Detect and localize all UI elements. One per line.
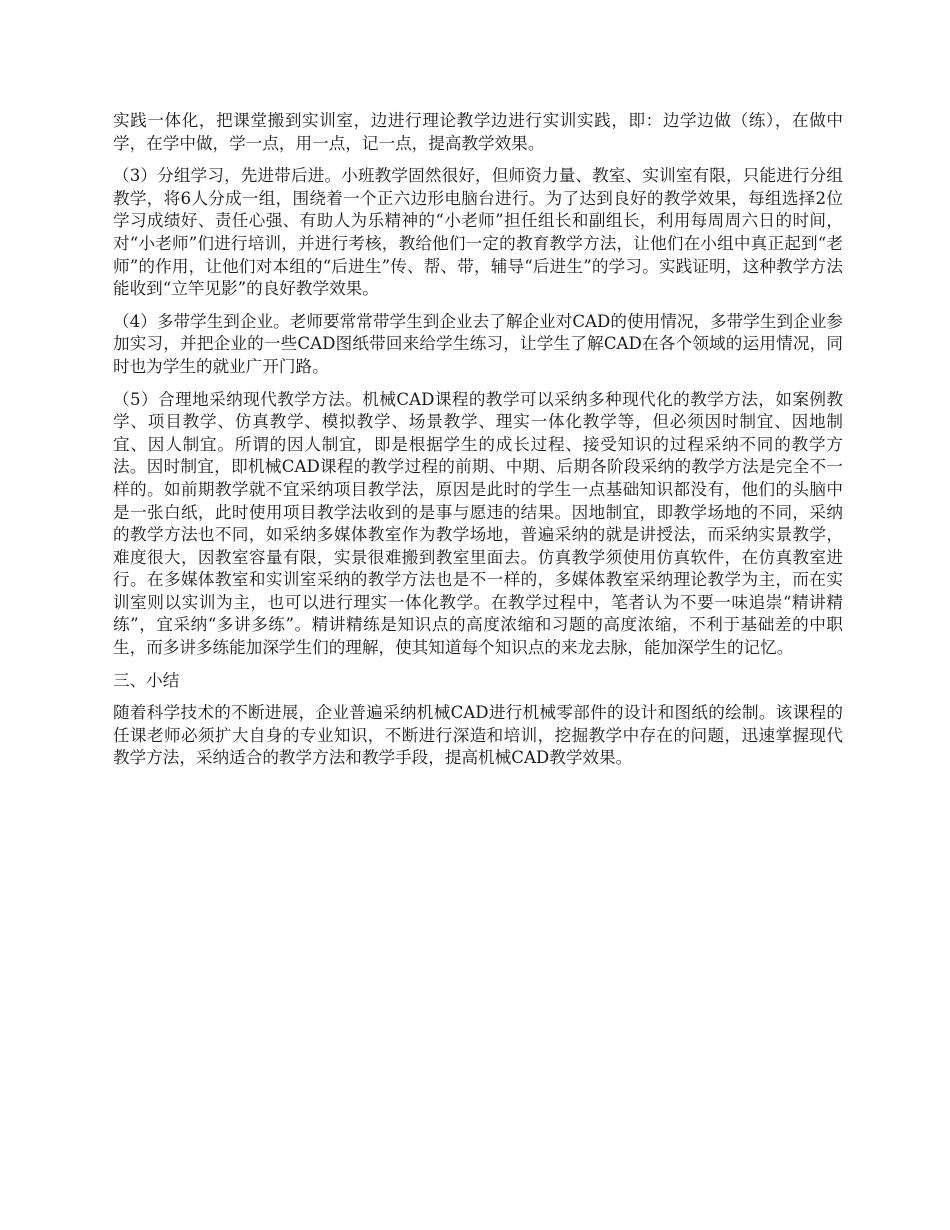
paragraph-practice-integration: 实践一体化，把课堂搬到实训室，边进行理论教学边进行实训实践，即：边学边做（练），在做中学，在学中做，学一点，用一点，记一点，提高教学效果。 [113, 111, 843, 153]
paragraph-enterprise-visits: （4）多带学生到企业。老师要常常带学生到企业去了解企业对CAD的使用情况，多带学生到企业参加实习，并把企业的一些CAD图纸带回来给学生练习，让学生了解CAD在各个领域的运用情况，同时也为学生的就业广开门路。 [113, 311, 843, 376]
document-page [113, 110, 843, 780]
section-heading-summary: 三、小结 [113, 670, 180, 690]
paragraph-conclusion: 随着科学技术的不断进展，企业普遍采纳机械CAD进行机械零部件的设计和图纸的绘制。该课程的任课老师必须扩大自身的专业知识，不断进行深造和培训，挖掘教学中存在的问题，迅速掌握现代教学方法，采纳适合的教学方法和教学手段，提高机械CAD教学效果。 [113, 703, 843, 768]
paragraph-modern-methods: （5）合理地采纳现代教学方法。机械CAD课程的教学可以采纳多种现代化的教学方法，如案例教学、项目教学、仿真教学、模拟教学、场景教学、理实一体化教学等，但必须因时制宜、因地制宜、因人制宜。所谓的因人制宜，即是根据学生的成长过程、接受知识的过程采纳不同的教学方法。因时制宜，即机械CAD课程的教学过程的前期、中期、后期各阶段采纳的教学方法是完全不一样的。如前期教学就不宜采纳项目教学法，原因是此时的学生一点基础知识都没有，他们的头脑中是一张白纸，此时使用项目教学法收到的是事与愿违的结果。因地制宜，即教学场地的不同，采纳的教学方法也不同，如采纳多媒体教室作为教学场地，普遍采纳的就是讲授法，而采纳实景教学，难度很大，因教室容量有限，实景很难搬到教室里面去。仿真教学须使用仿真软件，在仿真教室进行。在多媒体教室和实训室采纳的教学方法也是不一样的，多媒体教室采纳理论教学为主，而在实训室则以实训为主，也可以进行理实一体化教学。在教学过程中，笔者认为不要一味追崇“精讲精练”，宜采纳“多讲多练”。精讲精练是知识点的高度浓缩和习题的高度浓缩，不利于基础差的中职生，而多讲多练能加深学生们的理解，使其知道每个知识点的来龙去脉，能加深学生的记忆。 [113, 389, 843, 658]
paragraph-group-learning: （3）分组学习，先进带后进。小班教学固然很好，但师资力量、教室、实训室有限，只能进行分组教学，将6人分成一组，围绕着一个正六边形电脑台进行。为了达到良好的教学效果，每组选择2位学习成绩好、责任心强、有助人为乐精神的“小老师”担任组长和副组长，利用每周周六日的时间，对“小老师”们进行培训，并进行考核，教给他们一定的教育教学方法，让他们在小组中真正起到“老师”的作用，让他们对本组的“后进生”传、帮、带，辅导“后进生”的学习。实践证明，这种教学方法能收到“立竿见影”的良好教学效果。 [113, 166, 843, 299]
